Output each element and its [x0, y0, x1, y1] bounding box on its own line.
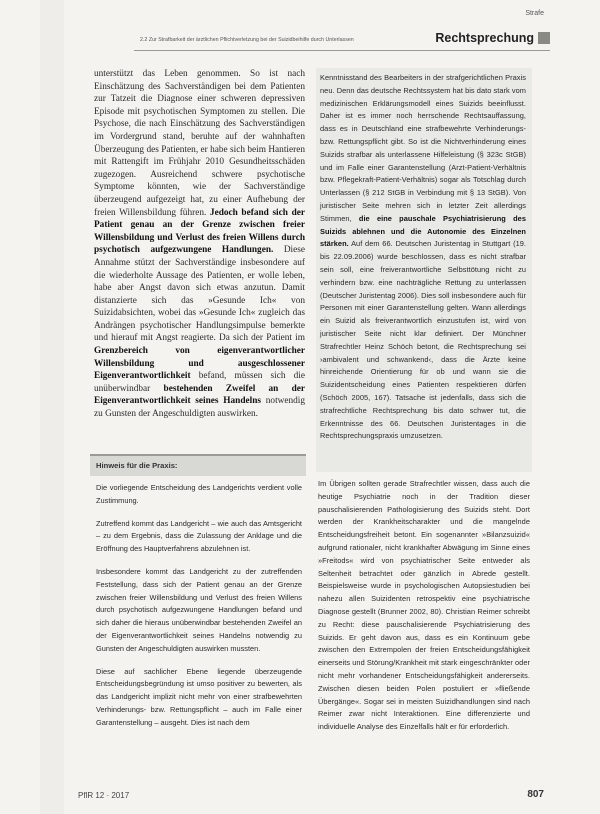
right-box-text-2: Auf dem 66. Deutschen Juristentag in Stuttgart (19. bis 22.09.2006) wurde beschlossen, dass es nicht strafbar sein soll, eine freiverantwortliche Selbsttötung nicht zu verhindern bzw. eine nachträgliche Rettung zu unterlassen (Deutscher Juristentag 2006). Dies soll insbesondere auch für Personen mit einer Garantenstellung gelten. Wann allerdings ein Suizid als freiverantwortlich einzustufen ist, wird von juristischer Seite nicht klar definiert. Der Münchner Strafrechtler Heinz Schöch betont, die Rechtsprechung sei ›ambivalent und schwankend‹, dass die Ärzte keine hinreichende Orientierung für ob und wann sie die Suizidentscheidung eines Patienten respektieren dürfen (Schöch 2005, 167). Tatsache ist jedenfalls, dass sich die strafrechtliche Rechtsprechung bis dato schwer tut, die Erkenntnisse des 66. Deutschen Juristentages in die Rechtsprechungspraxis umzusetzen.	[320, 239, 527, 441]
practice-paragraph-1: Die vorliegende Entscheidung des Landgerichts verdient volle Zustimmung.	[96, 483, 302, 505]
practice-paragraph-4: Diese auf sachlicher Ebene liegende überzeugende Entscheidungsbegründung ist umso positiver zu bewerten, als das Landgericht implizit nicht mehr von einer strafbewehrten Verhinderungs- bzw. Rettungspflicht – auch im Falle einer Garantenstellung – ausgeht. Dies ist nach dem	[96, 666, 302, 727]
right-box-text-1: Kenntnisstand des Bearbeiters in der strafgerichtlichen Praxis neu. Denn das deutsche Rechtssystem hat bis dato stark vom medizinischen Erklärungsmodell eines Suizids beeinflusst. Daher ist es immer noch herrschende Rechtsauffassung, dass es in Deutschland eine strafbewehrte Verhinderungs- bzw. Rettungspflicht gibt. So ist die Nichtverhinderung eines Suizids strafbar als unterlassene Hilfeleistung (§ 323c StGB) und im Falle einer Garantenstellung (Arzt-Patient-Verhältnis bzw. Pflegekraft-Patient-Verhältnis) sogar als Totschlag durch Unterlassen (§ 212 StGB in Verbindung mit § 13 StGB). Von juristischer Seite mehren sich in letzter Zeit allerdings Stimmen,	[320, 73, 526, 223]
bold-statement-1: Jedoch befand sich der Patient genau an der Grenze zwischen freier Willensbildung und Verlust des freien Willens durch psychotisch aufgezwungene Handlungen.	[94, 207, 305, 256]
bold-statement-2: Grenzbereich von eigenverantwortlicher Willensbildung und ausgeschlossener Eigenverantwortlichkeit	[94, 346, 305, 382]
right-box-text	[320, 72, 526, 443]
journal-citation: PflR 12 · 2017	[78, 791, 130, 800]
header-rule	[134, 50, 550, 51]
page-gutter	[40, 0, 64, 814]
left-column	[94, 68, 305, 421]
left-column-text	[94, 68, 305, 421]
section-label: Strafe	[525, 10, 544, 17]
rubric-title: Rechtsprechung	[435, 31, 534, 45]
right-bottom-text: Im Übrigen sollten gerade Strafrechtler wissen, dass auch die heutige Psychiatrie noch in der Tradition dieser pauschalisierenden Pathologisierung des Suizids steht. Dort werden der Krankheitscharakter und die mangelnde Entscheidungsfreiheit betont. Ein sogenannter »Bilanzsuizid« aufgrund rationaler, nicht krankhafter Abwägung im Sinne eines »Freitods« wird von psychiatrischer Seite entweder als Seltenheit betrachtet oder gänzlich in Abrede gestellt. Beispielsweise wurde in psychologischen Autopsiestudien bei nahezu allen Suizidenten retrospektiv eine psychiatrische Diagnose gestellt (Brunner 2002, 80). Christian Reimer schreibt zu Recht: diese pauschalisierende Psychiatrisierung des Suizids. Er geht davon aus, dass es ein Kontinuum gebe zwischen den Extrempolen der freien Entscheidungsfähigkeit einerseits und Störung/Krankheit mit stark eingeschränkter oder nicht mehr vorhandener Entscheidungsfähigkeit andererseits. Zwischen diesen beiden Polen postuliert er »fließende Übergänge«. Sogar sei in meisten Suizidhandlungen sind nach Reimer zwar nicht Interaktionen. Eine differenzierte und individuelle Analyse des Einzelfalls hält er für erforderlich.	[318, 479, 530, 732]
practice-paragraph-3: Insbesondere kommt das Landgericht zu der zutreffenden Feststellung, dass sich der Patient genau an der Grenze zwischen freier Willensbildung und Verlust des freien Willens durch psychotisch aufgezwungene Handlungen befand und sich daher die hieraus unüberwindbar bestehenden Zweifel an der Eigenverantwortlichkeit seines Handelns notwendig zu Gunsten der Angeschuldigten auswirken mussten.	[96, 566, 302, 653]
end-text: notwendig zu Gunsten der Angeschuldigten auswirken.	[94, 396, 306, 420]
breadcrumb: 2.2 Zur Strafbarkeit der ärztlichen Pflichtverletzung bei der Suizidbeihilfe durch Unterlassen	[140, 37, 354, 43]
mid-text-2: befand, müssen sich die unüberwindbar	[94, 371, 305, 394]
page-header	[0, 0, 600, 60]
right-box-bold: die eine pauschale Psychiatrisierung des Suizids ablehnen und die Autonomie des Einzelnen stärken.	[320, 213, 526, 249]
practice-paragraph-2: Zutreffend kommt das Landgericht – wie auch das Amtsgericht – zu dem Ergebnis, dass die Zulassung der Anklage und die Eröffnung des Hauptverfahrens abzulehnen ist.	[96, 518, 302, 554]
mid-text: Diese Annahme stützt der Sachverständige insbesondere auf die wiederholte Aussage des Patienten, er wolle leben, habe aber Angst davon sich etwas anzutun. Damit distanzierte sich das »Gesunde Ich« von Suizidabsichten, wobei das »Gesunde Ich« zugleich das Andrängen psychotischer Handlungsimpulse bemerkte und hierauf mit Angst reagierte. Da sich der Patient im	[94, 245, 305, 344]
intro-text: unterstützt das Leben genommen. So ist nach Einschätzung des Sachverständigen bei dem Patienten zur Tatzeit die Diagnose einer schweren depressiven Episode mit psychotischen Symptomen zu stellen. Die Psychose, die nach Einschätzung des Sachverständigen im Vordergrund stand, beruhte auf der wahnhaften Überzeugung des Patienten, er habe sich beim Hantieren mit Rattengift im Frühjahr 2010 Gesundheitsschäden zugezogen. Ausreichend schwere psychotische Symptome könnten, wie der Sachverständige überzeugend aufgezeigt hat, zu einer Aufhebung der freien Willensbildung führen.	[94, 69, 305, 218]
practice-note-body	[90, 476, 306, 730]
page-number: 807	[527, 789, 544, 800]
bold-statement-3: bestehenden Zweifel an der Eigenverantwortlichkeit seines Handelns	[94, 383, 306, 407]
right-column-shaded-box	[316, 68, 532, 472]
practice-note-box	[90, 454, 306, 804]
rubric-marker	[538, 32, 550, 44]
right-column-lower	[318, 478, 530, 734]
practice-note-heading: Hinweis für die Praxis:	[90, 456, 306, 476]
